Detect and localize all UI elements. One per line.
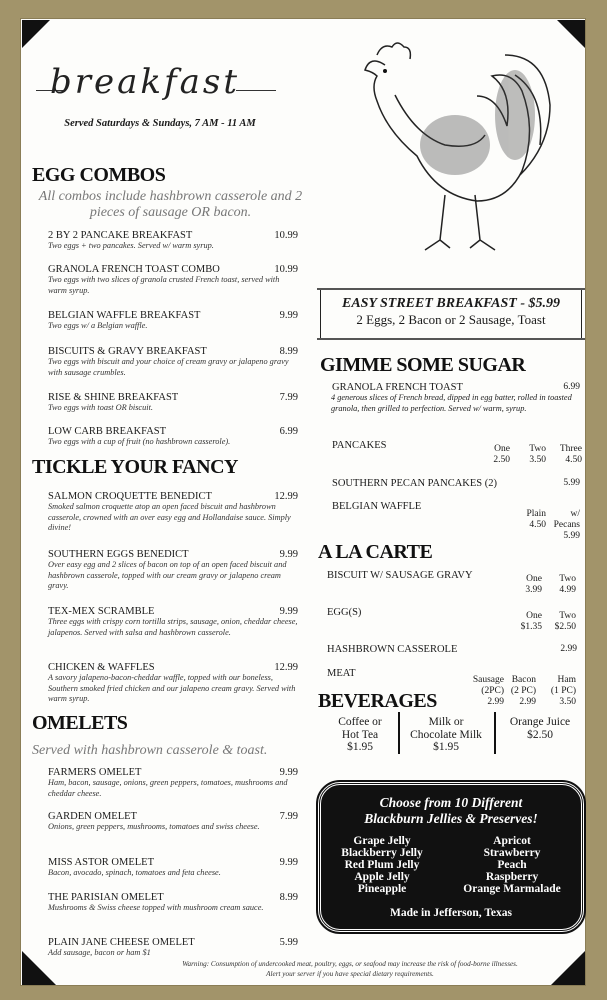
price-label: Bacon <box>511 675 536 685</box>
item-price: 12.99 <box>274 491 298 502</box>
price-label: Pecans <box>553 520 580 530</box>
item-desc: Two eggs + two pancakes. Served w/ warm syrup. <box>48 241 214 250</box>
divider <box>398 712 400 754</box>
item-name: SALMON CROQUETTE BENEDICT <box>48 491 212 502</box>
price: $1.35 <box>520 622 542 632</box>
section-title-a-la-carte: A LA CARTE <box>318 541 433 563</box>
egg-prices <box>510 611 576 633</box>
biscuit-prices <box>510 574 576 596</box>
price: 4.99 <box>559 585 576 595</box>
beverage-milk <box>404 716 488 754</box>
price-label: Two <box>559 611 576 621</box>
price: $2.50 <box>554 622 576 632</box>
jellies-title: Choose from 10 Different <box>379 795 523 810</box>
service-hours: Served Saturdays & Sundays, 7 AM - 11 AM <box>64 118 256 129</box>
menu-item <box>48 857 298 879</box>
item-price: 9.99 <box>279 767 298 778</box>
easy-street-box <box>320 288 582 340</box>
menu-item <box>48 310 298 332</box>
price: 3.50 <box>529 455 546 465</box>
price-label: w/ <box>570 509 580 519</box>
item-name: CHICKEN & WAFFLES <box>48 662 155 673</box>
item-desc: Mushrooms & Swiss cheese topped with mushroom cream sauce. <box>48 903 264 912</box>
jellies-origin: Made in Jefferson, Texas <box>389 907 513 919</box>
item-desc: Add sausage, bacon or ham $1 <box>48 948 151 957</box>
price-label: One <box>494 444 510 454</box>
price: 4.50 <box>529 520 546 530</box>
menu-item <box>332 382 580 414</box>
item-price: 9.99 <box>279 310 298 321</box>
item-desc: Two eggs with two slices of granola crusted French toast, served with warm syrup. <box>48 275 280 295</box>
price: 4.50 <box>565 455 582 465</box>
item-price: 7.99 <box>279 811 298 822</box>
price: 2.99 <box>519 697 536 707</box>
corner-decoration <box>22 20 50 48</box>
item-price: 9.99 <box>279 549 298 560</box>
corner-decoration <box>551 951 585 985</box>
jellies-box <box>318 782 584 932</box>
item-price: 6.99 <box>279 426 298 437</box>
section-title-gimme-some-sugar: GIMME SOME SUGAR <box>320 354 526 376</box>
item-desc: Two eggs with a cup of fruit (no hashbrown casserole). <box>48 437 231 446</box>
item-desc: Over easy egg and 2 slices of bacon on top of an open faced biscuit and hashbrown casserole, topped with our cream gravy or jalapeno cream gravy. <box>48 560 287 590</box>
menu-item <box>48 491 298 534</box>
jellies-right-list <box>463 835 560 895</box>
item-price: 10.99 <box>274 264 298 275</box>
jelly-flavor: Apricot <box>493 835 531 847</box>
section-title-beverages: BEVERAGES <box>318 690 437 712</box>
price-label: Ham <box>557 675 576 685</box>
item-name: PANCAKES <box>332 440 387 451</box>
section-title-tickle-your-fancy: TICKLE YOUR FANCY <box>32 456 238 478</box>
price-label: (2PC) <box>481 686 504 696</box>
pancakes-prices <box>484 444 582 466</box>
item-desc: Two eggs with biscuit and your choice of cream gravy or jalapeno gravy with sausage crumbles. <box>48 357 289 377</box>
price-label: Two <box>529 444 546 454</box>
item-desc: A savory jalapeno-bacon-cheddar waffle, topped with our boneless, Southern smoked fried chicken and our jalapeno cream gravy. Served with warm syrup. <box>48 673 296 703</box>
item-name: SOUTHERN PECAN PANCAKES (2) <box>332 478 498 489</box>
beverage-price: $2.50 <box>527 728 553 741</box>
divider <box>494 712 496 754</box>
beverage-coffee <box>325 716 395 754</box>
item-price: 6.99 <box>563 382 580 392</box>
item-name: BISCUITS & GRAVY BREAKFAST <box>48 346 207 357</box>
item-price: 9.99 <box>279 606 298 617</box>
price-label: (2 PC) <box>510 686 536 696</box>
item-name: FARMERS OMELET <box>48 767 142 778</box>
warning-line: Alert your server if you have special dietary requirements. <box>266 970 434 978</box>
menu-item <box>48 767 298 799</box>
price-label: One <box>526 574 542 584</box>
item-price: 2.99 <box>560 644 577 654</box>
egg-combos-subtitle: All combos include hashbrown casserole and 2 pieces of sausage OR bacon. <box>38 189 303 220</box>
item-desc: Onions, green peppers, mushrooms, tomatoes and swiss cheese. <box>48 822 260 831</box>
price: 3.99 <box>525 585 542 595</box>
beverage-orange-juice <box>500 716 580 741</box>
rooster-illustration <box>355 35 565 265</box>
omelets-subtitle: Served with hashbrown casserole & toast. <box>32 743 268 758</box>
menu-item <box>48 346 298 378</box>
section-title-omelets: OMELETS <box>32 712 128 734</box>
food-warning <box>150 959 550 979</box>
item-name: EGG(S) <box>327 607 362 618</box>
jelly-flavor: Orange Marmalade <box>463 883 561 895</box>
price-label: (1 PC) <box>550 686 576 696</box>
price: 2.50 <box>493 455 510 465</box>
price-label: Sausage <box>472 675 504 685</box>
item-price: 7.99 <box>279 392 298 403</box>
jelly-flavor: Strawberry <box>483 847 541 859</box>
menu-item <box>48 606 298 638</box>
beverage-price: $1.95 <box>347 741 373 753</box>
price: 3.50 <box>559 697 576 707</box>
item-name: MEAT <box>327 668 356 679</box>
jelly-flavor: Red Plum Jelly <box>344 859 420 871</box>
jelly-flavor: Grape Jelly <box>353 835 411 847</box>
jelly-flavor: Blackberry Jelly <box>341 847 423 859</box>
beverage-price: $1.95 <box>433 741 459 753</box>
item-name: HASHBROWN CASSEROLE <box>327 644 458 655</box>
beverage-name: Milk or <box>428 716 464 728</box>
jelly-flavor: Raspberry <box>485 871 539 883</box>
beverage-name: Chocolate Milk <box>410 728 482 741</box>
item-desc: Two eggs w/ a Belgian waffle. <box>48 321 148 330</box>
item-desc: Bacon, avocado, spinach, tomatoes and feta cheese. <box>48 868 221 877</box>
menu-item <box>48 230 298 252</box>
jelly-flavor: Pineapple <box>357 883 407 895</box>
price: 2.99 <box>487 697 504 707</box>
menu-item <box>48 662 298 705</box>
easy-street-desc: 2 Eggs, 2 Bacon or 2 Sausage, Toast <box>356 312 546 327</box>
price-label: Plain <box>526 509 546 519</box>
breakfast-logo: breakfast <box>50 62 240 102</box>
easy-street-title: EASY STREET BREAKFAST - $5.99 <box>342 296 560 311</box>
menu-item <box>48 426 298 448</box>
menu-item <box>48 549 298 592</box>
beverage-name: Coffee or <box>338 716 382 728</box>
jellies-left-list <box>341 835 422 895</box>
item-name: SOUTHERN EGGS BENEDICT <box>48 549 189 560</box>
item-price: 5.99 <box>279 937 298 948</box>
jelly-flavor: Peach <box>497 859 527 871</box>
item-price: 12.99 <box>274 662 298 673</box>
menu-item <box>48 937 298 959</box>
warning-line: Warning: Consumption of undercooked meat, poultry, eggs, or seafood may increase the risk of food-borne illnesses. <box>182 960 518 968</box>
item-name: MISS ASTOR OMELET <box>48 857 154 868</box>
item-name: 2 BY 2 PANCAKE BREAKFAST <box>48 230 193 241</box>
section-title-egg-combos: EGG COMBOS <box>32 164 166 186</box>
item-desc: Three eggs with crispy corn tortilla strips, sausage, onion, cheddar cheese, jalapenos. Served with salsa and hashbrown casserole. <box>48 617 298 637</box>
item-name: GARDEN OMELET <box>48 811 137 822</box>
beverage-name: Hot Tea <box>341 728 379 741</box>
menu-item <box>48 811 298 833</box>
menu-item <box>327 644 577 655</box>
meat-prices <box>470 675 576 708</box>
item-name: PLAIN JANE CHEESE OMELET <box>48 937 195 948</box>
beverage-name: Orange Juice <box>509 716 571 728</box>
menu-item <box>48 392 298 414</box>
price-label: Three <box>559 444 582 454</box>
jellies-title: Blackburn Jellies & Preserves! <box>364 811 538 826</box>
item-name: TEX-MEX SCRAMBLE <box>48 606 155 617</box>
item-price: 8.99 <box>279 892 298 903</box>
item-price: 9.99 <box>279 857 298 868</box>
price-label: One <box>526 611 542 621</box>
waffle-prices <box>516 509 580 542</box>
item-desc: Ham, bacon, sausage, onions, green peppers, tomatoes, mushrooms and cheddar cheese. <box>48 778 288 798</box>
item-name: BELGIAN WAFFLE <box>332 501 422 512</box>
item-desc: Smoked salmon croquette atop an open faced biscuit and hashbrown casserole, crowned with an over easy egg and Hollandaise sauce. Simply divine! <box>48 502 291 532</box>
item-name: RISE & SHINE BREAKFAST <box>48 392 179 403</box>
menu-item <box>48 892 298 914</box>
item-name: GRANOLA FRENCH TOAST <box>332 382 463 393</box>
jelly-flavor: Apple Jelly <box>354 871 410 883</box>
item-name: LOW CARB BREAKFAST <box>48 426 167 437</box>
menu-item <box>48 264 298 296</box>
price: 5.99 <box>563 531 580 541</box>
menu-item <box>332 478 580 489</box>
item-price: 8.99 <box>279 346 298 357</box>
item-name: BELGIAN WAFFLE BREAKFAST <box>48 310 201 321</box>
item-desc: 4 generous slices of French bread, dipped in egg batter, rolled in toasted granola, then grilled to perfection. Served w/ warm, syrup. <box>331 393 572 413</box>
item-price: 5.99 <box>563 478 580 488</box>
item-name: GRANOLA FRENCH TOAST COMBO <box>48 264 220 275</box>
item-desc: Two eggs with toast OR biscuit. <box>48 403 153 412</box>
item-name: BISCUIT W/ SAUSAGE GRAVY <box>327 570 473 581</box>
item-name: THE PARISIAN OMELET <box>48 892 164 903</box>
item-price: 10.99 <box>274 230 298 241</box>
price-label: Two <box>559 574 576 584</box>
